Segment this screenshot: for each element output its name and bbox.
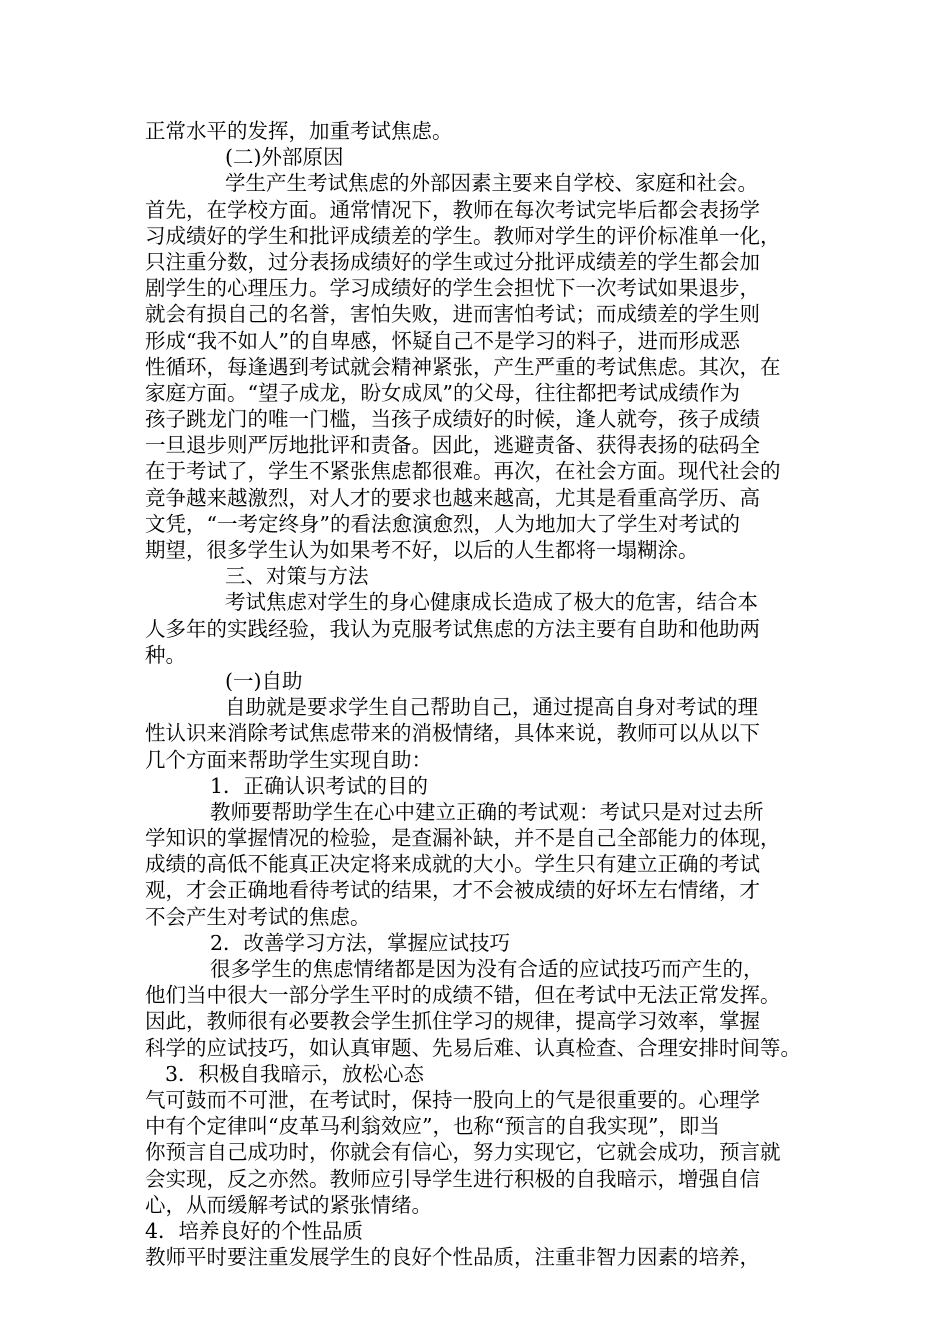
text-line: 学知识的掌握情况的检验，是查漏补缺，并不是自己全部能力的体现， (145, 826, 781, 851)
text-line: 期望，很多学生认为如果考不好，以后的人生都将一塌糊涂。 (145, 538, 699, 562)
text-line: 种。 (145, 642, 186, 667)
text-line: 文凭，“一考定终身”的看法愈演愈烈，人为地加大了学生对考试的 (145, 511, 740, 536)
text-line: 性循环，每逢遇到考试就会精神紧张，产生严重的考试焦虑。其次，在 (145, 354, 781, 379)
text-line: 1．正确认识考试的目的 (210, 773, 429, 798)
text-line: 剧学生的心理压力。学习成绩好的学生会担忧下一次考试如果退步， (145, 276, 760, 301)
text-line: 心，从而缓解考试的紧张情绪。 (145, 1192, 432, 1217)
text-line: 人多年的实践经验，我认为克服考试焦虑的方法主要有自助和他助两 (145, 616, 760, 641)
text-line: 会实现，反之亦然。教师应引导学生进行积极的自我暗示，增强自信 (145, 1166, 760, 1191)
text-line: 习成绩好的学生和批评成绩差的学生。教师对学生的评价标准单一化， (145, 223, 781, 248)
text-line: 形成“我不如人”的自卑感，怀疑自己不是学习的料子，进而形成恶 (145, 328, 740, 353)
text-line: 一旦退步则严厉地批评和责备。因此，逃避责备、获得表扬的砝码全 (145, 433, 760, 458)
text-line: 不会产生对考试的焦虑。 (145, 904, 371, 929)
text-line: 几个方面来帮助学生实现自助： (145, 747, 432, 772)
text-line: (二)外部原因 (225, 145, 344, 170)
text-line: 孩子跳龙门的唯一门槛，当孩子成绩好的时候，逢人就夸，孩子成绩 (145, 407, 760, 432)
text-line: 因此，教师很有必要教会学生抓住学习的规律，提高学习效率，掌握 (145, 1009, 760, 1034)
text-line: 就会有损自己的名誉，害怕失败，进而害怕考试；而成绩差的学生则 (145, 302, 760, 327)
text-line: 气可鼓而不可泄，在考试时，保持一股向上的气是很重要的。心理学 (145, 1087, 760, 1112)
text-line: 4．培养良好的个性品质 (145, 1218, 364, 1243)
text-line: 教师平时要注重发展学生的良好个性品质，注重非智力因素的培养， (145, 1245, 760, 1270)
text-line: 科学的应试技巧，如认真审题、先易后难、认真检查、合理安排时间等。 (145, 1035, 801, 1060)
text-line: 教师要帮助学生在心中建立正确的考试观：考试只是对过去所 (210, 799, 764, 824)
text-line: 在于考试了，学生不紧张焦虑都很难。再次，在社会方面。现代社会的 (145, 459, 781, 484)
text-line: 考试焦虑对学生的身心健康成长造成了极大的危害，结合本 (225, 590, 758, 615)
document-page (145, 118, 825, 1270)
text-line: 2．改善学习方法，掌握应试技巧 (210, 930, 511, 955)
text-line: 中有个定律叫“皮革马利翁效应”，也称“预言的自我实现”，即当 (145, 1114, 720, 1139)
text-line: 三、对策与方法 (225, 564, 369, 589)
text-line: 首先，在学校方面。通常情况下，教师在每次考试完毕后都会表扬学 (145, 197, 760, 222)
text-line: 他们当中很大一部分学生平时的成绩不错，但在考试中无法正常发挥。 (145, 983, 781, 1008)
text-line: 你预言自己成功时，你就会有信心，努力实现它，它就会成功，预言就 (145, 1140, 781, 1165)
text-line: 自助就是要求学生自己帮助自己，通过提高自身对考试的理 (225, 695, 758, 720)
text-line: 成绩的高低不能真正决定将来成就的大小。学生只有建立正确的考试 (145, 852, 760, 877)
text-line: 只注重分数，过分表扬成绩好的学生或过分批评成绩差的学生都会加 (145, 249, 760, 274)
text-line: 观，才会正确地看待考试的结果，才不会被成绩的好坏左右情绪，才 (145, 878, 760, 903)
text-line: 正常水平的发挥，加重考试焦虑。 (145, 119, 453, 143)
text-line: 学生产生考试焦虑的外部因素主要来自学校、家庭和社会。 (225, 171, 758, 196)
text-line: 家庭方面。“望子成龙，盼女成凤”的父母，往往都把考试成绩作为 (145, 380, 740, 405)
text-line: 很多学生的焦虑情绪都是因为没有合适的应试技巧而产生的， (210, 957, 764, 981)
text-line: (一)自助 (225, 668, 303, 693)
text-line: 3．积极自我暗示，放松心态 (165, 1061, 425, 1086)
text-line: 性认识来消除考试焦虑带来的消极情绪，具体来说，教师可以从以下 (145, 721, 760, 746)
text-line: 竞争越来越激烈，对人才的要求也越来越高，尤其是看重高学历、高 (145, 485, 760, 510)
